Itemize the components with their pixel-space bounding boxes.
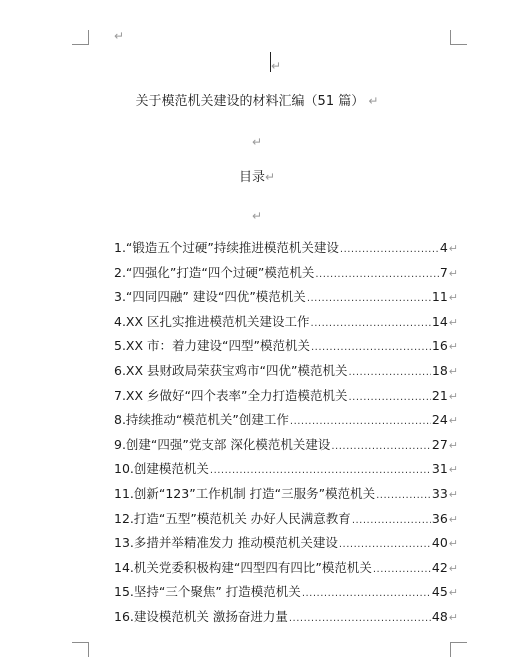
paragraph-mark-top: ↵ [114,29,125,43]
toc-entry[interactable] [114,560,458,585]
paragraph-mark: ↵ [368,94,379,108]
document-title[interactable] [0,94,514,110]
paragraph-mark: ↵ [448,438,458,452]
toc-dot-leader [373,562,431,578]
toc-entry[interactable] [114,437,458,462]
toc-entry[interactable] [114,265,458,290]
paragraph-mark: ↵ [448,414,458,428]
toc-entry-page: 42 [431,559,448,575]
paragraph-mark: ↵ [448,242,458,255]
paragraph-mark: ↵ [448,537,458,551]
toc-dot-leader [348,365,430,381]
toc-entry[interactable] [114,461,458,486]
toc-entry-title: 8.持续推动“模范机关”创建工作 [114,412,289,428]
crop-mark-bottom-left [72,642,89,657]
toc-dot-leader [340,242,439,258]
crop-mark-top-right [450,30,467,45]
toc-entry-title: 9.创建“四强”党支部 深化模范机关建设 [114,436,331,452]
toc-entry-title: 11.创新“123”工作机制 打造“三服务”模范机关 [114,485,376,501]
toc-entry-title: 13.多措并举精准发力 推动模范机关建设 [114,535,338,551]
paragraph-mark: ↵ [448,512,458,526]
toc-dot-leader [290,414,431,430]
toc-entry-page: 21 [431,387,448,403]
toc-entry-title: 5.XX 市：着力建设“四型”模范机关 [114,338,310,354]
toc-entry-page: 48 [431,608,448,624]
toc-dot-leader [311,316,431,332]
toc-entry[interactable] [114,486,458,511]
paragraph-mark: ↵ [448,561,458,575]
toc-dot-leader [331,439,431,455]
toc-entry[interactable] [114,388,458,413]
toc-heading[interactable] [0,170,514,186]
toc-entry-page: 24 [431,412,448,428]
toc-entry-title: 3.“四同四融” 建设“四优”模范机关 [114,289,306,305]
toc-dot-leader [315,267,438,283]
toc-entry-page: 11 [431,289,448,305]
paragraph-mark: ↵ [251,209,263,223]
toc-entry-page: 4 [439,240,448,255]
paragraph-mark: ↵ [448,610,458,624]
paragraph-mark: ↵ [251,135,263,149]
blank-line-2 [0,210,514,222]
toc-entry[interactable] [114,363,458,388]
paragraph-mark: ↵ [448,364,458,378]
toc-entry-title: 12.打造“五型”模范机关 办好人民满意教育 [114,510,351,526]
toc-dot-leader [307,291,431,307]
crop-mark-top-left [72,30,89,45]
toc-entry-title: 15.坚持“三个聚焦” 打造模范机关 [114,584,301,600]
toc-entry[interactable] [114,412,458,437]
toc-entry[interactable] [114,289,458,314]
toc-entry-page: 33 [431,485,448,501]
paragraph-mark: ↵ [448,291,458,305]
toc-entry[interactable] [114,338,458,363]
blank-line-1 [0,136,514,148]
toc-entry-title: 10.创建模范机关 [114,461,209,477]
toc-dot-leader [352,513,431,529]
toc-entry[interactable] [114,240,458,265]
toc-entry[interactable] [114,511,458,536]
toc-entry-title: 7.XX 乡做好“四个表率”全力打造模范机关 [114,387,348,403]
toc-entry-title: 1.“锻造五个过硬”持续推进模范机关建设 [114,240,339,255]
toc-entry-page: 27 [431,436,448,452]
paragraph-mark-cursor: ↵ [271,59,282,73]
toc-entry-title: 2.“四强化”打造“四个过硬”模范机关 [114,264,315,280]
toc-dot-leader [289,611,431,627]
toc-entry-page: 14 [431,313,448,329]
toc-entry[interactable] [114,535,458,560]
toc-dot-leader [311,340,431,356]
toc-entry[interactable] [114,314,458,339]
toc-entry-title: 4.XX 区扎实推进模范机关建设工作 [114,313,310,329]
toc-entry-title: 6.XX 县财政局荣获宝鸡市“四优”模范机关 [114,362,348,378]
toc-entry-title: 14.机关党委积极构建“四型四有四比”模范机关 [114,559,372,575]
toc-dot-leader [302,586,431,602]
toc-entry-page: 45 [431,584,448,600]
document-title-text: 关于模范机关建设的材料汇编（51 篇） [135,94,365,109]
paragraph-mark: ↵ [448,389,458,403]
toc-entry-page: 31 [431,461,448,477]
toc-dot-leader [348,390,430,406]
toc-entry-title: 16.建设模范机关 激扬奋进力量 [114,608,288,624]
toc-dot-leader [339,537,431,553]
table-of-contents [114,240,458,634]
toc-entry-page: 7 [439,264,448,280]
crop-mark-bottom-right [450,642,467,657]
toc-dot-leader [376,488,431,504]
paragraph-mark: ↵ [448,586,458,600]
paragraph-mark: ↵ [448,315,458,329]
paragraph-mark: ↵ [448,487,458,501]
toc-entry-page: 36 [431,510,448,526]
toc-entry-page: 40 [431,535,448,551]
toc-entry[interactable] [114,584,458,609]
paragraph-mark: ↵ [448,340,458,354]
toc-dot-leader [210,463,431,479]
toc-entry-page: 16 [431,338,448,354]
paragraph-mark: ↵ [264,170,276,184]
paragraph-mark: ↵ [448,266,458,280]
toc-entry[interactable] [114,609,458,634]
toc-entry-page: 18 [431,362,448,378]
paragraph-mark: ↵ [448,463,458,477]
toc-heading-text: 目录 [238,170,265,185]
